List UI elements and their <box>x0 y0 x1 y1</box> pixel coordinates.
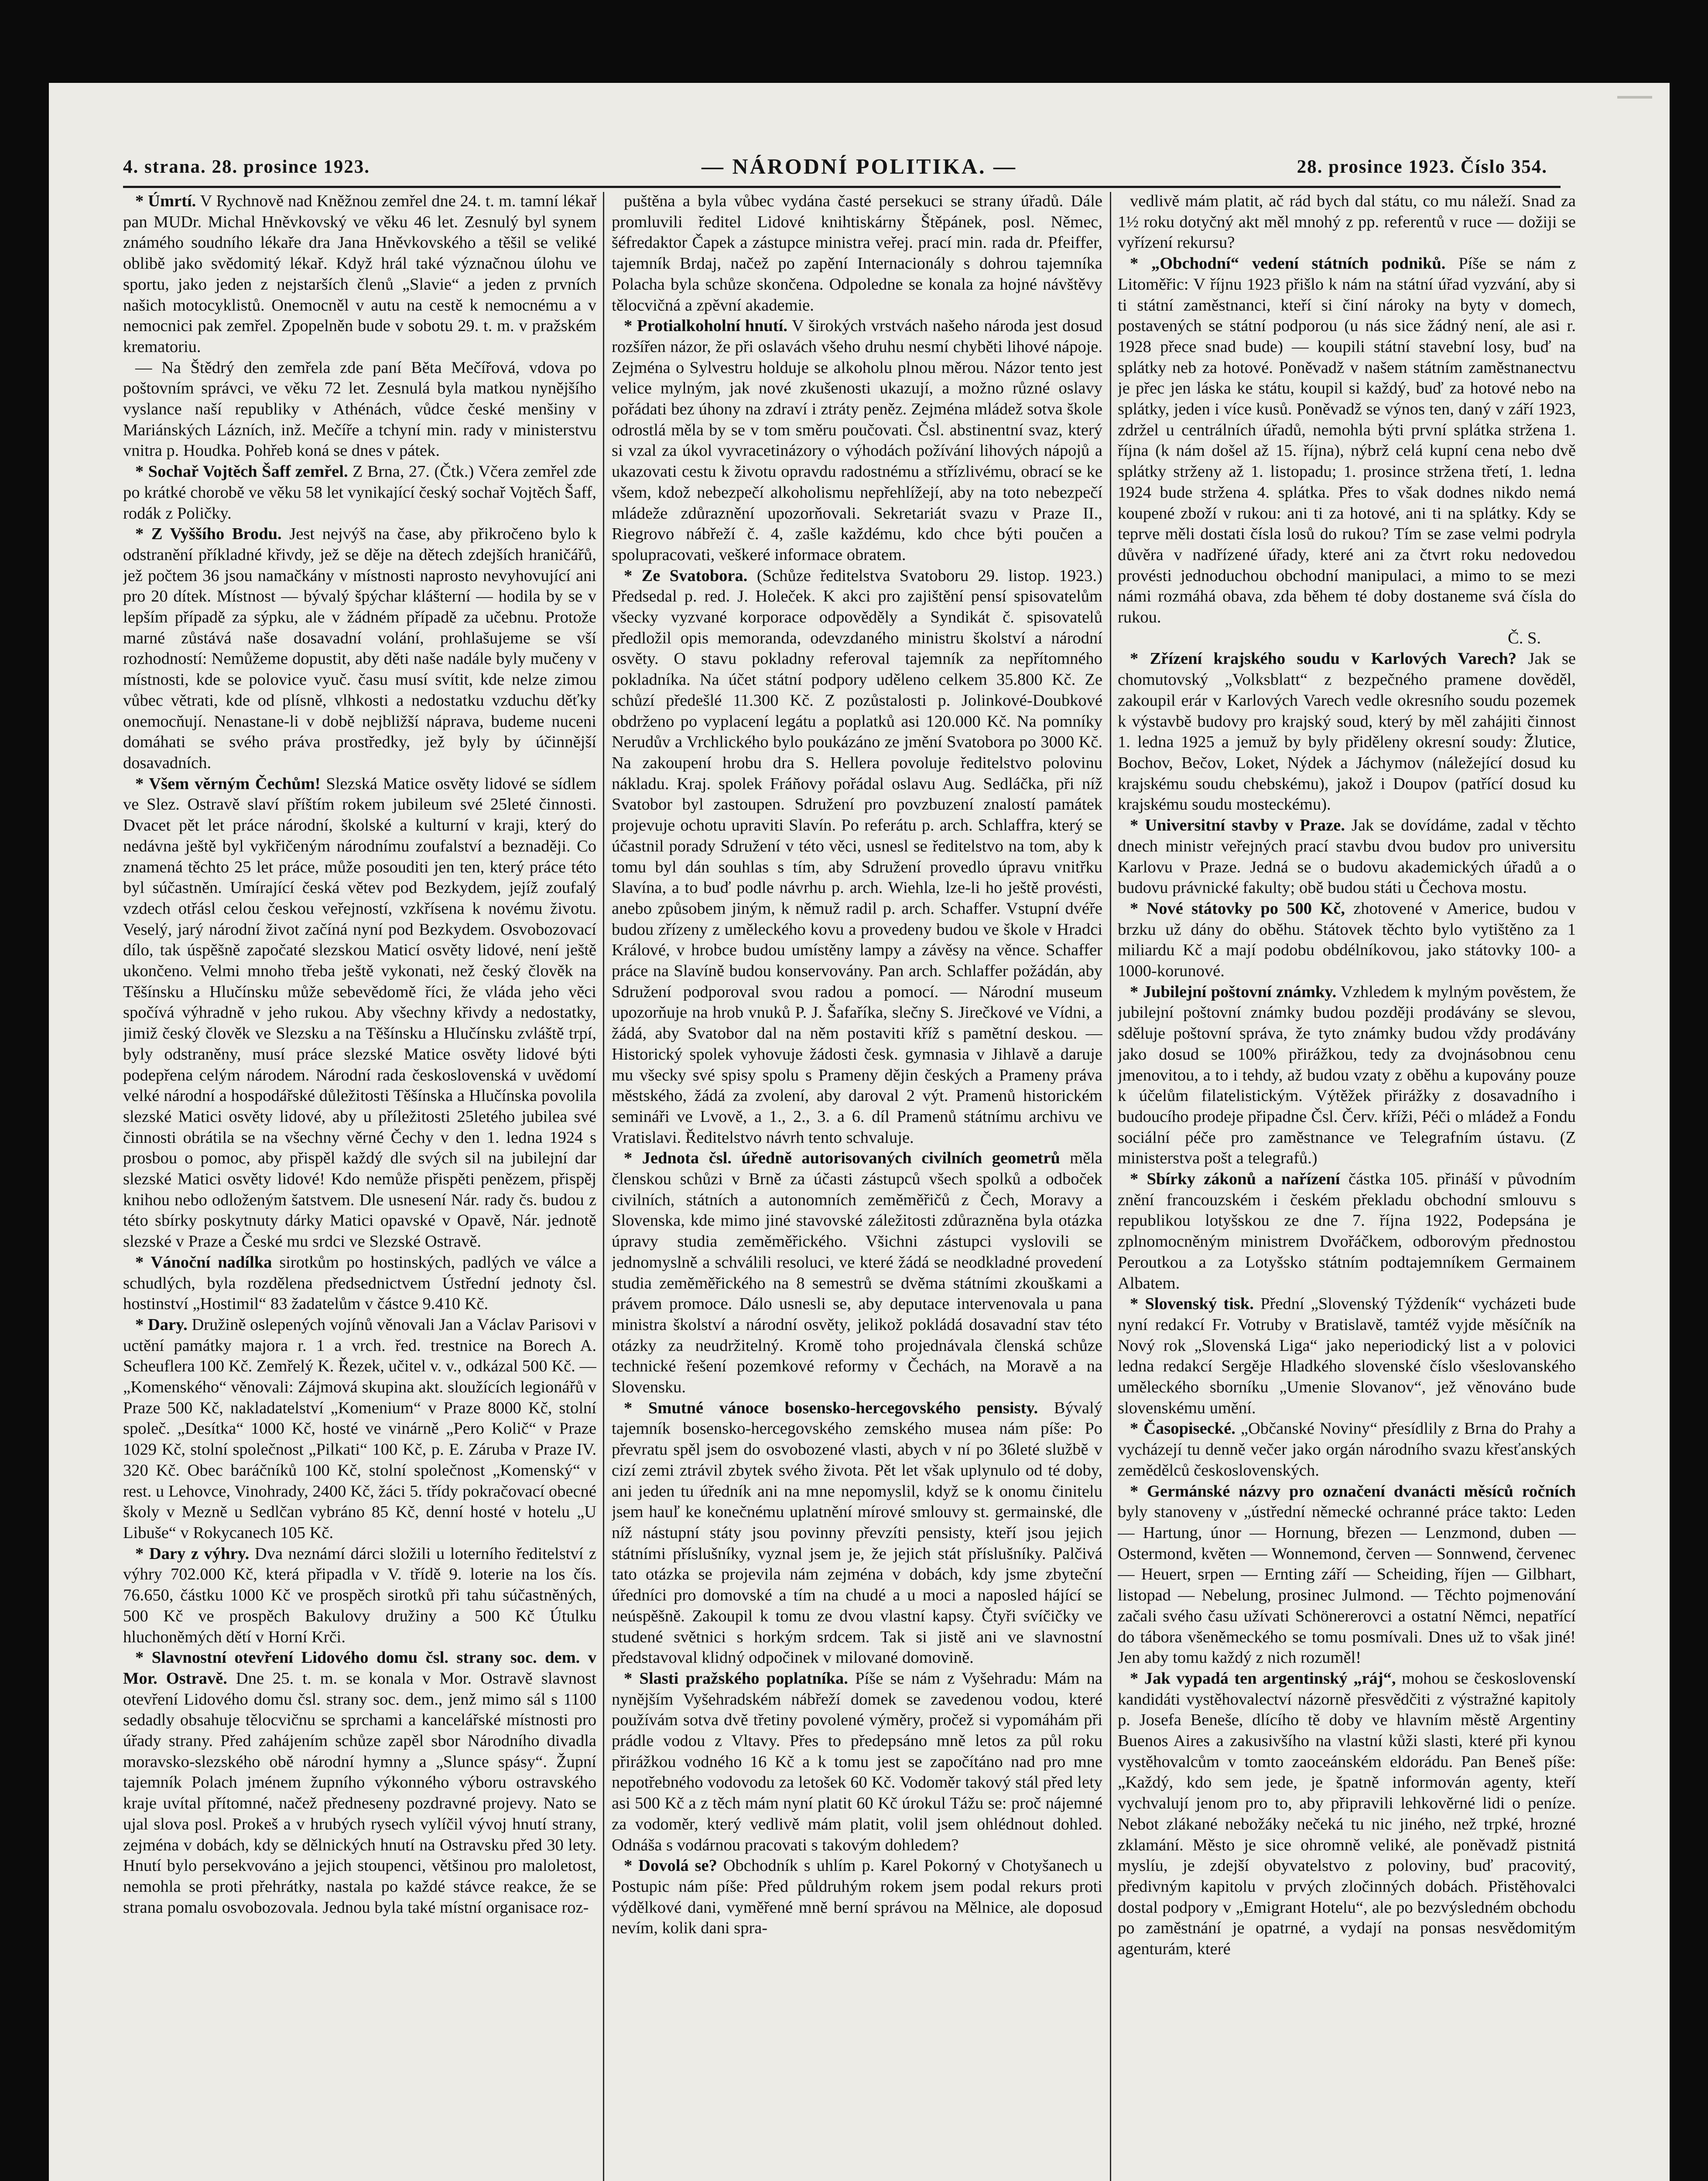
article-headline: * Slasti pražského poplatníka. <box>624 1669 848 1688</box>
article-paragraph <box>612 1856 1102 1939</box>
header-rule <box>123 186 1561 188</box>
article-signature <box>1118 628 1576 649</box>
article-headline: * Sochař Vojtěch Šaff zemřel. <box>135 462 348 481</box>
article-headline: * Časopisecké. <box>1130 1419 1236 1438</box>
article-paragraph <box>1118 253 1576 628</box>
article-text: V Rychnově nad Kněžnou zemřel dne 24. t. m. tamní lékař pan MUDr. Michal Hněvkovský ve věku 46 let. Zesnulý byl synem známého soudního lékaře dra Jana Hněvkovského a těšil se veliké oblibě jako svědomitý lékař. Když hrál také význačnou úlohu ve sportu, jako jeden z nejstarších členů „Slavie“ a jeden z prvních našich motocyklistů. Onemocněl v autu na cestě k nemocnému a v nemocnici pak zemřel. Zpopelněn bude v sobotu 29. t. m. v pražském krematoriu. <box>123 192 596 356</box>
article-text: puštěna a byla vůbec vydána časté persekuci se strany úřadů. Dále promluvili ředitel Lidové knihtiskárny Štěpánek, posl. Němec, šéfredaktor Čapek a zástupce ministra veřej. prací min. rada dr. Pfeiffer, tajemník Brdaj, načež po zapění Internacionály s dohrou tajemníka Polacha byla schůze skončena. Odpoledne se konala za hojné návštěvy tělocvičná a zpěvní akademie. <box>612 192 1102 315</box>
page-header <box>49 154 1670 184</box>
article-headline: * Úmrtí. <box>135 192 196 210</box>
article-text: Píše se nám z Vyšehradu: Mám na nynějším Vyšehradském nábřeží domek se zavedenou vodou, které používám sotva dvě třetiny povolené výměry, pročež si vypomáhám při prádle vodou z Vltavy. Přes to předepsáno mně letos za půl roku přirážkou vodného 16 Kč a k tomu jest se započítáno nad pro mne nepotřebného vodovodu za letošek 60 Kč. Vodoměr takový stál před lety asi 500 Kč a z těch mám nyní platit 60 Kč úrokul Tážu se: proč nájemné za vodoměr, který vedlivě mám platit, volil jsem ohlédnout dohled. Odnáša s vodárnou pracovati s takovým dohledem? <box>612 1669 1102 1854</box>
article-text: měla členskou schůzi v Brně za účasti zástupců všech spolků a odboček civilních, státních a autonomních zeměměřičů z Čech, Moravy a Slovenska, kde mimo jiné stavovské záležitosti zdůrazněna byla otázka úpravy studia zeměměřického. Všichni zástupci vyslovili se jednomyslně a schválili resoluci, ve které žádá se neodkladné provedení studia zeměměřického na 8 semestrů se dvěma státními zkouškami a právem promoce. Dálo usnesli se, aby deputace intervenovala u pana ministra školství a národní osvěty, jelikož pokládá dosavadní stav této otázky za neudržitelný. Kromě toho projednávala členská schůze technické řešení pozemkové reformy v Čechách, na Moravě a na Slovensku. <box>612 1149 1102 1397</box>
article-text: Dne 25. t. m. se konala v Mor. Ostravě slavnost otevření Lidového domu čsl. strany soc. dem., jenž mimo sál s 1100 sedadly obsahuje tělocvičnu se sprchami a kancelářské místnosti pro úřady strany. Před zahájením schůze zapěl sbor Národního divadla moravsko-slezského obě národní hymny a „Slunce spásy“. Župní tajemník Polach jménem župního výkonného výboru ostravského kraje uvítal přítomné, načež předneseny pozdravné projevy. Nato se ujal slova posl. Prokeš a v hrubých rysech vylíčil vývoj hnutí strany, zejména v dobách, kdy se dělnických hnutí na Ostravsku před 30 lety. Hnutí bylo persekvováno a jejich stoupenci, většinou pro maloletost, nemohla se proti přehrátky, nastala po každé stávce reakce, že se strana pomalu osvobozovala. Jednou byla také místní organisace roz- <box>123 1669 596 1917</box>
column-1 <box>123 191 596 2181</box>
article-paragraph <box>1118 815 1576 899</box>
article-text: Vzhledem k mylným pověstem, že jubilejní poštovní známky budou později prodávány se slevou, sděluje poštovní správa, že tyto známky budou vždy prodávány jako dosud se 100% přirážkou, tedy za dvojnásobnou cenu jmenovitou, a to i tehdy, až budou vzaty z oběhu a kupovány pouze k účelům filatelistickým. Výtěžek přirážky z dosavadního i budoucího prodeje připadne Čsl. Červ. kříži, Péči o mládež a Fondu sociální péče pro zaměstnance ve Telegrafním ústavu. (Z ministerstva pošt a telegrafů.) <box>1118 982 1576 1168</box>
article-text: Družině oslepených vojínů věnovali Jan a Václav Parisovi v uctění památky majora r. 1 a vrch. řed. trestnice na Borech A. Scheuflera 100 Kč. Zemřelý K. Řezek, učitel v. v., odkázal 500 Kč. — „Komenského“ věnovali: Zájmová skupina akt. sloužících legionářů v Praze 500 Kč, nakladatelství „Komenium“ v Praze 8000 Kč, stolní společ. „Desítka“ 1000 Kč, hosté ve vinárně „Pero Količ“ v Praze 1029 Kč, stolní společnost „Pilkati“ 100 Kč, p. E. Záruba v Praze IV. 320 Kč. Obec baráčníků 100 Kč, stolní společnost „Komenský“ v rest. u Lehovce, Vinohrady, 2400 Kč, žáci 5. třídy pokračovací obecné školy v Mezně u Sedlčan vybráno 85 Kč, denní hosté v hotelu „U Libuše“ v Rokycanech 105 Kč. <box>123 1315 596 1542</box>
article-paragraph <box>123 524 596 773</box>
article-text: mohou se československí kandidáti vystěhovalectví názorně přesvědčiti z výstražné kapitoly p. Josefa Beneše, dlícího tě doby ve hlavním městě Argentiny Buenos Aires a zakusivšího na vlastní kůži slasti, které při kynou vystěhovalcům v tomto zaoceánském eldorádu. Pan Beneš píše: „Každý, kdo sem jede, je špatně informován agenty, kteří vychvalují jenom pro to, aby připravili lehkověrné lidi o peníze. Nebot zlákané nebožáky nečeká tu nic jiného, než trpké, hrozné zklamání. Město je sice ohromně veliké, ale poněvadž pistnitá myslíu, je zdejší obyvatelstvo z poloviny, buď pracovitý, předivným kapitolu v prvých zločinných dobách. Přistěhovalci dostal podpory v „Emigrant Hotelu“, ale po bezvýsledném obchodu po zaměstnání je opatrné, a vydají na ponsas nesvědomitým agenturám, které <box>1118 1669 1576 1959</box>
article-paragraph <box>123 1648 596 1918</box>
article-paragraph <box>1118 899 1576 982</box>
article-paragraph <box>1118 1419 1576 1481</box>
article-paragraph <box>612 1148 1102 1398</box>
article-text: Č. S. <box>1508 629 1541 647</box>
issue-date-number: 28. prosince 1923. Číslo 354. <box>1297 157 1547 177</box>
article-text: Z Brna, 27. (Čtk.) Včera zemřel zde po krátké chorobě ve věku 58 let vynikající český sochař Vojtěch Šaff, rodák z Poličky. <box>123 462 596 523</box>
page-number: 4. strana. 28. prosince 1923. <box>123 157 370 177</box>
article-headline: * Dovolá se? <box>624 1856 717 1875</box>
article-paragraph <box>123 358 596 462</box>
article-headline: * Z Vyššího Brodu. <box>135 525 282 544</box>
article-text: Jest nejvýš na čase, aby přikročeno bylo k odstranění příkladné křivdy, jež se děje na dětech zdejších hraničářů, jež počtem 36 jsou namačkány v místnosti naprosto nevyhovující ani pro 20 dítek. Místnost — bývalý špýchar klášterní — hodila by se v lepším případě za sýpku, ale v žádném případě za učebnu. Protože marné zůstává naše dosavadní volání, prohlašujeme se vší rozhodností: Nemůžeme dopustit, aby děti naše nadále byly mučeny v místnosti, kde se polovice vyuč. času musí svítit, kde nelze zimou vůbec větrati, kde od plísně, vlhkosti a nedostatku vzduchu děťky onemocňují. Nenastane-li v době nejbližší náprava, budeme nuceni domáhati se svého práva prostředky, jež byly by účinnější dosavadních. <box>123 525 596 772</box>
article-headline: * Ze Svatobora. <box>624 566 748 585</box>
article-headline: * Smutné vánoce bosensko-hercegovského pensisty. <box>624 1398 1038 1417</box>
article-paragraph <box>612 566 1102 1149</box>
article-headline: * Jak vypadá ten argentinský „ráj“, <box>1130 1669 1396 1688</box>
article-text: zhotovené v Americe, budou v brzku už dány do oběhu. Státovek těchto bylo vytištěno za 1 miliardu Kč a mají podobu obdélníkovou, jako státovky 100- a 1000-korunové. <box>1118 899 1576 981</box>
article-text: — Na Štědrý den zemřela zde paní Běta Mečířová, vdova po poštovním správci, ve věku 72 let. Zesnulá byla matkou nynějšího vyslance naší republiky v Athénách, vůdce české menšiny v Mariánských Lázních, inž. Mečíře a tchyní min. rady v ministerstvu vnitra p. Houdka. Pohřeb koná se dnes v pátek. <box>123 358 596 460</box>
article-text: Dva neznámí dárci složili u loterního ředitelství z výhry 702.000 Kč, která připadla v V. třídě 9. loterie na los čís. 76.650, částku 1000 Kč ve prospěch sirotků při tahu súčastněných, 500 Kč ve prospěch Bakulovy družiny a 500 Kč Útulku hluchoněmých dětí v Horní Krči. <box>123 1544 596 1646</box>
article-paragraph <box>1118 1294 1576 1419</box>
article-paragraph <box>612 316 1102 565</box>
article-text: Jak se chomutovský „Volksblatt“ z bezpečného pramene dověděl, zakoupil erár v Karlových Varech vedle okresního soudu pozemek k výstavbě budovy pro krajský soud, který by měl zahájiti činnost 1. ledna 1925 a jemuž by byly přiděleny okresní soudy: Žlutice, Bochov, Bečov, Loket, Nýdek a Jáchymov (náležející dosud ku krajskému soudu chebskému), jakož i Doupov (patřící dosud ku krajskému soudu mosteckému). <box>1118 650 1576 814</box>
column-divider <box>603 192 604 2181</box>
article-headline: * Dary. <box>135 1315 188 1334</box>
article-paragraph <box>123 1252 596 1315</box>
article-headline: * Sbírky zákonů a nařízení <box>1130 1170 1340 1189</box>
article-text: V širokých vrstvách našeho národa jest dosud rozšířen názor, že při oslavách všeho druhu nesmí chyběti lihové nápoje. Zejména o Sylvestru holduje se alkoholu plnou měrou. Názor tento jest velice mylným, jak nové zkušenosti ukazují, a možno různé oslavy pořádati bez úhony na zdraví i ztráty peněz. Zejména mládež sotva škole odrostlá měla by se v tom směru poučovati. Čsl. abstinentní svaz, který si vzal za úkol vyvracetinázory o výhodách požívání lihových nápojů a ukazovati cestu k životu opravdu radostnému a střízlivému, obrací se ke všem, kdož nebezpečí alkoholismu nepřehlížejí, aby na toto nebezpečí mládeže zdůraznění upozorňovali. Sekretariát svazu v Praze II., Riegrovo nábřeží č. 4, zašle každému, kdo chce býti poučen a spolupracovati, veškeré informace obratem. <box>612 317 1102 564</box>
article-paragraph <box>123 774 596 1252</box>
article-text: Bývalý tajemník bosensko-hercegovského zemského musea nám píše: Po převratu spěl jsem do osvobozené vlasti, abych v ní po 36leté službě v cizí zemi ztrávil zbytek svého života. Pět let však uplynulo od té doby, ani jeden tu úředník ani na mne nepomyslil, když se k onomu činitelu jsem hauľ ke konečnému uplatnění mírové smlouvy st. germainské, dle níž nástupní státy jsou povinny převzíti pensisty, kteří jsou jejich státními příslušníky, vyznal jsem je, že jejich stát příslušníky. Palčivá tato otázka se projevila nám zejména v dobách, kdy jsme zbyteční úředníci pro domovské a tím na chudé a u moci a naposled hájící se neúspěšně. Zakoupil k tomu ze dvou vlastní kapsy. Čtyři svíčičky ve studené světnici s horkým srdcem. Tak si jistě ani ve slavnostní představoval klidný odpočinek v milované domovině. <box>612 1398 1102 1667</box>
article-paragraph <box>612 191 1102 316</box>
article-paragraph <box>1118 982 1576 1169</box>
article-text: vedlivě mám platit, ač rád bych dal státu, co mu náleží. Snad za 1½ roku dotyčný akt měl mnohý z pp. referentů v ruce — dožiji se vyřízení rekursu? <box>1118 192 1576 252</box>
article-text: „Občanské Noviny“ přesídlily z Brna do Prahy a vycházejí tu denně večer jako orgán národního svazu křesťanských zemědělců československých. <box>1118 1419 1576 1480</box>
article-headline: * Protialkoholní hnutí. <box>624 317 787 335</box>
article-text: Slezská Matice osvěty lidové se sídlem ve Slez. Ostravě slaví příštím rokem jubileum své 25leté činnosti. Dvacet pět let práce národní, školské a kulturní v kraji, který do nedávna ještě byl vykřičeným národnímu zoufalství a beznaději. Co znamená těchto 25 let práce, může posouditi jen ten, který práce této byl súčastněn. Umírající česká větev pod Bezkydem, jejíž zoufalý vzdech otřásl celou českou veřejností, vzkřísena k novému životu. Veselý, jarý národní život začíná nyní pod Bezkydem. Osvobozovací dílo, tak úspěšně započaté slezskou Maticí osvěty lidové, není ještě ukončeno. Velmi mnoho třeba ještě vykonati, než český člověk na Těšínsku a Hlučínsku může sebevědomě říci, že vláda jeho věci spočívá výhradně v jeho rukou. Aby všechny křivdy a nedostatky, jimiž český člověk ve Slezsku a na Těšínsku a Hlučínsku zvláště trpí, byly odstraněny, musí práce slezské Matice osvěty lidové býti podepřena celým národem. Národní rada československá v uvědomí velké národní a hospodářské důležitosti Těšínska a Hlučínska povolila slezské Matici osvěty lidové, aby u příležitosti 25letého jubilea své činnosti obrátila se na všechny věrné Čechy v den 1. ledna 1924 s prosbou o pomoc, aby přispěl každý dle svých sil na jubilejní dar slezské Matici osvěty lidové! Kdo nemůže přispěti penězem, přispěj knihou nebo odloženým šatstvem. Dle usnesení Nár. rady čs. budou z této sbírky poskytnuty dárky Matici opavské v Opavě, Nár. jednotě slezské v Praze a České mu srdci ve Slezské Ostravě. <box>123 774 596 1251</box>
article-headline: * Jubilejní poštovní známky. <box>1130 982 1337 1001</box>
article-headline: * Slovenský tisk. <box>1130 1295 1254 1313</box>
article-headline: * Universitní stavby v Praze. <box>1130 816 1345 835</box>
article-headline: * Všem věrným Čechům! <box>135 774 321 793</box>
article-paragraph <box>123 461 596 524</box>
article-paragraph <box>1118 649 1576 815</box>
article-headline: * Jednota čsl. úředně autorisovaných civilních geometrů <box>624 1149 1060 1168</box>
article-paragraph <box>1118 1481 1576 1668</box>
column-2 <box>612 191 1102 2181</box>
article-paragraph <box>1118 191 1576 253</box>
article-headline: * Dary z výhry. <box>135 1544 250 1563</box>
newspaper-title: — NÁRODNÍ POLITIKA. — <box>702 154 1017 178</box>
article-headline: * Vánoční nadílka <box>135 1253 272 1272</box>
newspaper-page <box>49 83 1670 2181</box>
article-headline: * „Obchodní“ vedení státních podniků. <box>1130 254 1446 273</box>
article-text: sirotkům po hostinských, padlých ve válce a schudlých, byla rozdělena předsednictvem Ústřední jednoty čsl. hostinství „Hostimil“ 83 žadatelům v částce 9.410 Kč. <box>123 1253 596 1313</box>
article-text: Přední „Slovenský Týždeník“ vycházeti bude nyní redakcí Fr. Votruby v Bratislavě, tamtéž vyjde měsíčník na Nový rok „Slovenská Liga“ jako neperiodický list a v polovici ledna redakcí Sergěje Hladkého slovenské číslo všeslovanského uměleckého sborníku „Umenie Slovanov“, jež věnováno bude slovenskému umění. <box>1118 1295 1576 1417</box>
article-text: (Schůze ředitelstva Svatoboru 29. listop. 1923.) Předsedal p. red. J. Holeček. K akci pro zajištění pensí spisovatelům všecky vyzvané korporace odpověděly a Syndikát č. spisovatelů předložil opis memoranda, odevzdaného ministru školství a národní osvěty. O stavu pokladny referoval tajemník za nepřítomného pokladníka. Na účet státní podpory uděleno celkem 35.800 Kč. Ze schůzí předešlé 11.300 Kč. Z pozůstalosti p. Jolinkové-Doubkové obdrženo po vyplacení legátu a poplatků asi 120.000 Kč. Na pomníky Nerudův a Vrchlického bylo poukázáno ze jmění Svatobora po 3000 Kč. Na zakoupení hrobu dra S. Hellera povoluje ředitelstvo polovinu nákladu. Kraj. spolek Fráňovy pořádal oslavu Aug. Sedláčka, při níž Svatobor byl zastoupen. Sdružení pro povzbuzení znalostí památek projevuje ochotu upraviti Slavín. Po referátu p. arch. Schlaffra, který se účastnil porady Sdružení v této věci, usnesl se ředitelstvo na tom, aby k tomu byl dán souhlas s tím, aby Sdružení provedlo úpravu vnitřku Slavína, a to buď podle návrhu p. arch. Wiehla, lze-li ho ještě provésti, anebo způsobem jiným, k němuž radil p. arch. Schaffer. Vstupní dvéře budou zřízeny z uměleckého kovu a provedeny budou ve škole v Hradci Králové, v hrobce budou umístěny lampy a závěsy na věnce. Schaffer práce na Slavíně budou konservovány. Pan arch. Schlaffer požádán, aby Sdružení podporoval svou radou a pomocí. — Národní museum upozorňuje na hrob vnuků P. J. Šafaříka, slečny S. Jirečkové ve Vídni, a žádá, aby Svatobor dal na něm postaviti kříž s pamětní deskou. — Historický spolek vyhovuje žádosti česk. gymnasia v Jihlavě a daruje mu všecky své spisy spolu s Prameny dějin českých a Prameny práva městského, žádá za zvolení, aby daroval 2 výt. Pramenů historickém semináři ve Lvově, a 1., 2., 3. a 6. díl Pramenů státnímu archivu ve Vratislavi. Ředitelstvo návrh tento schvaluje. <box>612 566 1102 1147</box>
article-paragraph <box>123 1544 596 1648</box>
article-text: Obchodník s uhlím p. Karel Pokorný v Chotyšanech u Postupic nám píše: Před půldruhým rokem jsem podal rekurs proti výdělkové dani, vyměřené mně berní správou na Mělnice, ale doposud nevím, kolik dani spra- <box>612 1856 1102 1938</box>
article-text: Píše se nám z Litoměřic: V říjnu 1923 přišlo k nám na státní úřad vyzvání, aby si ti státní zaměstnanci, kteří si činí nároky na byty v domech, postavených se státní podporou (u nás sice žádný není, ale asi r. 1928 přece snad bude) — koupili státní stavební losy, buď na splátky neb za hotové. Poněvadž v našem státním zaměstnanectvu je přec jen láska ke státu, koupil si každý, buď za hotové nebo na splátky, jeden i více kusů. Poněvadž se výnos ten, daný v září 1923, zdržel u centrálních úřadů, nemohla býti první splátka stržena 1. října (k nám došel až 15. října), nýbrž celá kupní cena nebo dvě splátky strženy až 1. listopadu; 1. prosince stržena třetí, 1. ledna 1924 bude stržena 4. splátka. Přes to však dodnes nikdo nemá koupené zboží v rukou: ani ti za hotové, ani ti na splátky. Kdy se teprve měli dostati čísla losů do rukou? Tím se zase velmi podryla důvěra v nadřízené úřady, které ani za čtvrt roku nedovedou provésti jednoduchou obchodní manipulaci, a mimo to se mezi námi rozmáhá obava, zda během té doby dostaneme svá čísla do rukou. <box>1118 254 1576 627</box>
column-3 <box>1118 191 1576 2181</box>
article-text: částka 105. přináší v původním znění francouzském i českém překladu obchodní smlouvu s republikou lotyšskou ze dne 7. října 1922, Podepsána je zplnomocněným ministrem Dvořáčkem, odborovým přednostou Peroutkou a za Lotyšsko státním podtajemníkem Germainem Albatem. <box>1118 1170 1576 1292</box>
article-text: Jak se dovídáme, zadal v těchto dnech ministr veřejných prací stavbu dvou budov pro universitu Karlovu v Praze. Jedná se o budovu akademických úřadů a o budovu právnické fakulty; obě budou státi u Čechova mostu. <box>1118 816 1576 897</box>
scan-edge-mark <box>1617 96 1652 99</box>
article-headline: * Nové státovky po 500 Kč, <box>1130 899 1345 918</box>
article-paragraph <box>1118 1668 1576 1960</box>
column-divider <box>1110 192 1111 2181</box>
article-paragraph <box>612 1398 1102 1668</box>
article-text: byly stanoveny v „ústřední německé ochranné práce takto: Leden — Hartung, únor — Hornung, březen — Lenzmond, duben — Ostermond, květen — Wonnemond, červen — Sonnwend, červenec — Heuert, srpen — Ernting září — Scheiding, říjen — Gilbhart, listopad — Nebelung, prosinec Julmond. — Těchto pojmenování začali svého času užívati Schönererovci a ostatní Němci, nepatřící do tábora všeněmeckého se tomu posmívali. Dnes už to však jiné! Jen aby tomu každý z nich rozuměl! <box>1118 1503 1576 1667</box>
article-paragraph <box>1118 1169 1576 1294</box>
article-headline: * Zřízení krajského soudu v Karlových Varech? <box>1130 650 1517 668</box>
article-paragraph <box>123 191 596 358</box>
article-paragraph <box>612 1668 1102 1856</box>
article-paragraph <box>123 1315 596 1544</box>
article-headline: * Slavnostní otevření Lidového domu čsl. strany soc. dem. v Mor. Ostravě. <box>123 1648 596 1688</box>
article-headline: * Germánské názvy pro označení dvanácti měsíců ročních <box>1130 1482 1576 1501</box>
